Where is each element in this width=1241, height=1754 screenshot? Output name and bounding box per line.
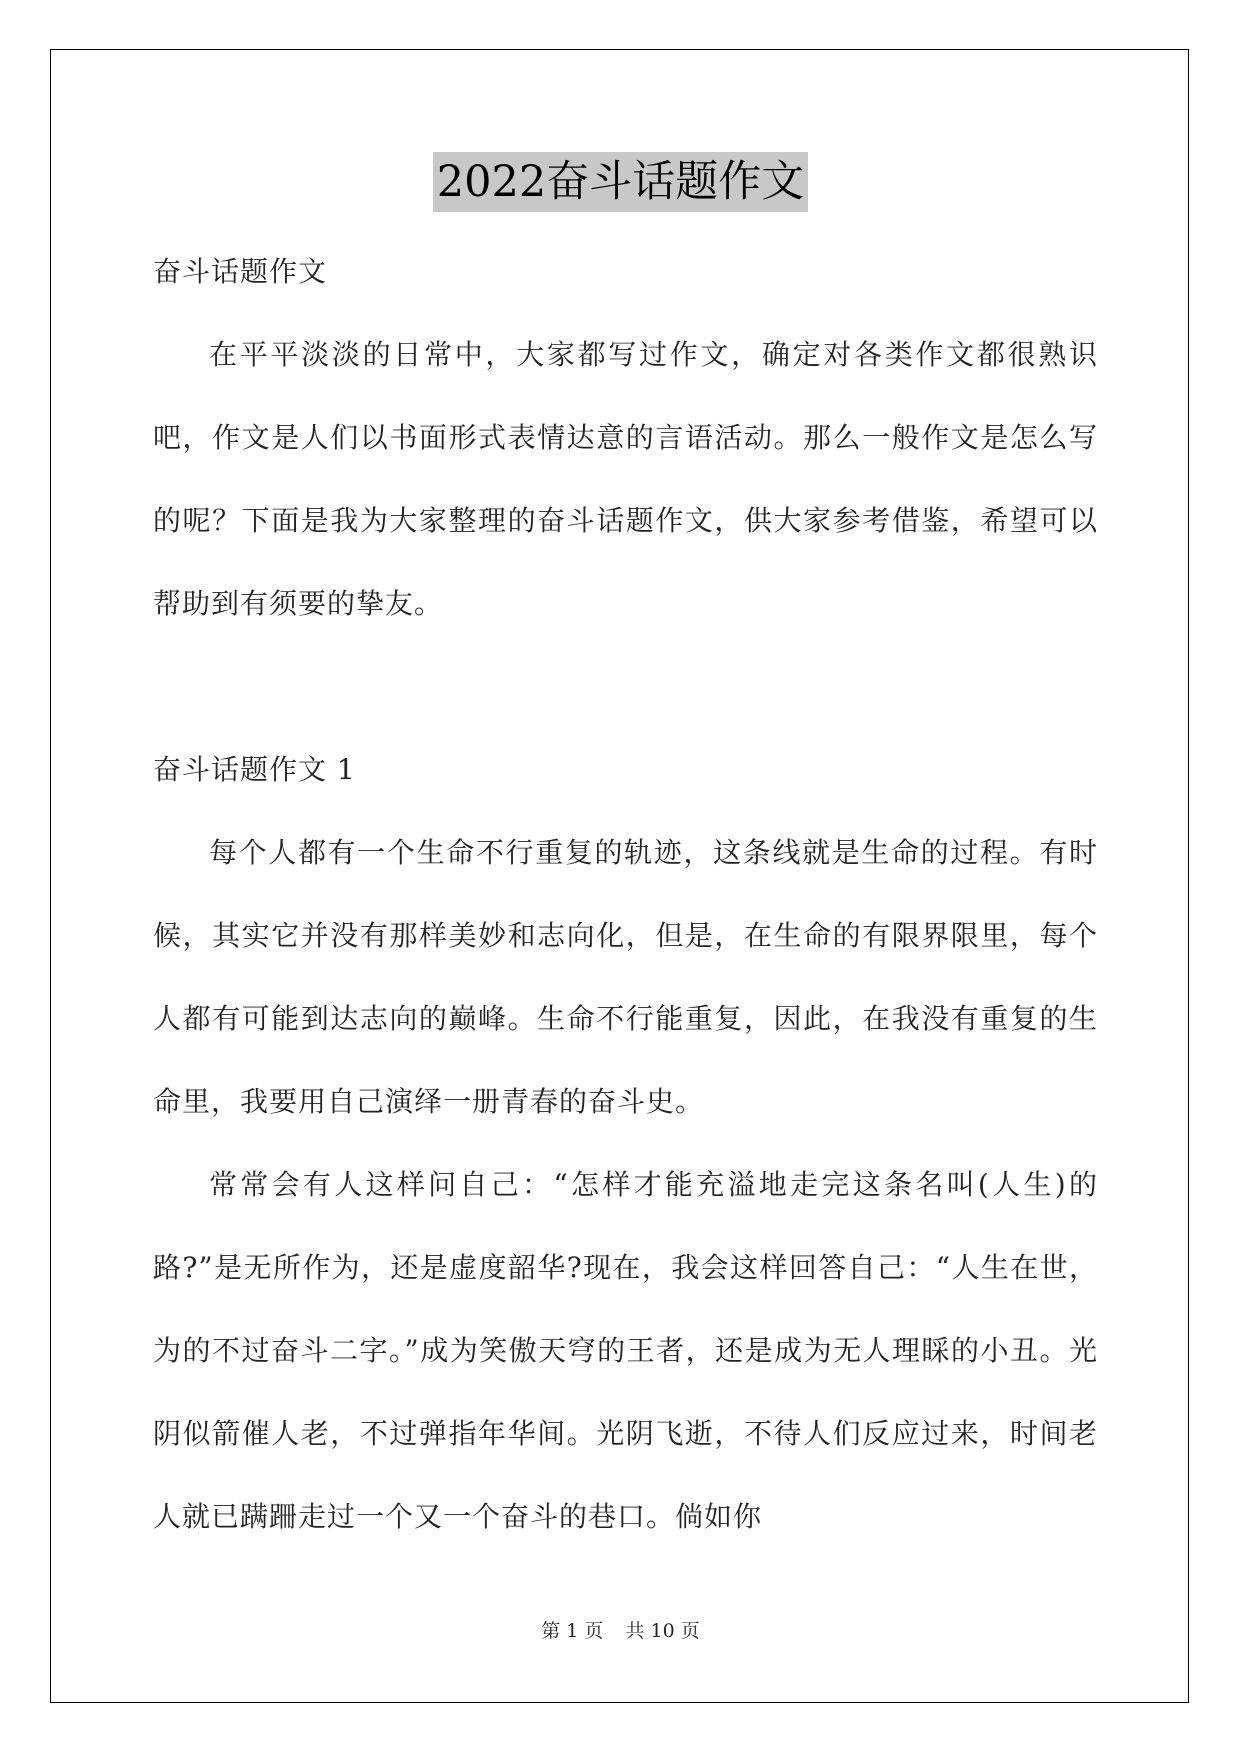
spacer xyxy=(153,645,1098,728)
body-paragraph: 常常会有人这样问自己：“怎样才能充溢地走完这条名叫(人生)的路?”是无所作为，还是虚度韶华?现在，我会这样回答自己：“人生在世，为的不过奋斗二字。”成为笑傲天穹的王者，还是成为无人理睬的小丑。光阴似箭催人老，不过弹指年华间。光阴飞逝，不待人们反应过来，时间老人就已蹒跚走过一个又一个奋斗的巷口。倘如你 xyxy=(153,1168,1098,1533)
intro-paragraph: 在平平淡淡的日常中，大家都写过作文，确定对各类作文都很熟识吧，作文是人们以书面形式表情达意的言语活动。那么一般作文是怎么写的呢？下面是我为大家整理的奋斗话题作文，供大家参考借鉴，希望可以帮助到有须要的挚友。 xyxy=(153,338,1098,620)
title-container xyxy=(0,152,1241,212)
page-total: 共 10 页 xyxy=(625,1620,700,1642)
subtitle: 奋斗话题作文 xyxy=(153,255,328,288)
section-heading: 奋斗话题作文 1 xyxy=(153,753,356,786)
document-body xyxy=(153,230,1098,1558)
page-number: 第 1 页 xyxy=(541,1620,604,1642)
body-paragraph: 每个人都有一个生命不行重复的轨迹，这条线就是生命的过程。有时候，其实它并没有那样美妙和志向化，但是，在生命的有限界限里，每个人都有可能到达志向的巅峰。生命不行能重复，因此，在我没有重复的生命里，我要用自己演绎一册青春的奋斗史。 xyxy=(153,836,1098,1118)
document-title: 2022奋斗话题作文 xyxy=(433,152,808,212)
page-footer xyxy=(0,1616,1241,1643)
